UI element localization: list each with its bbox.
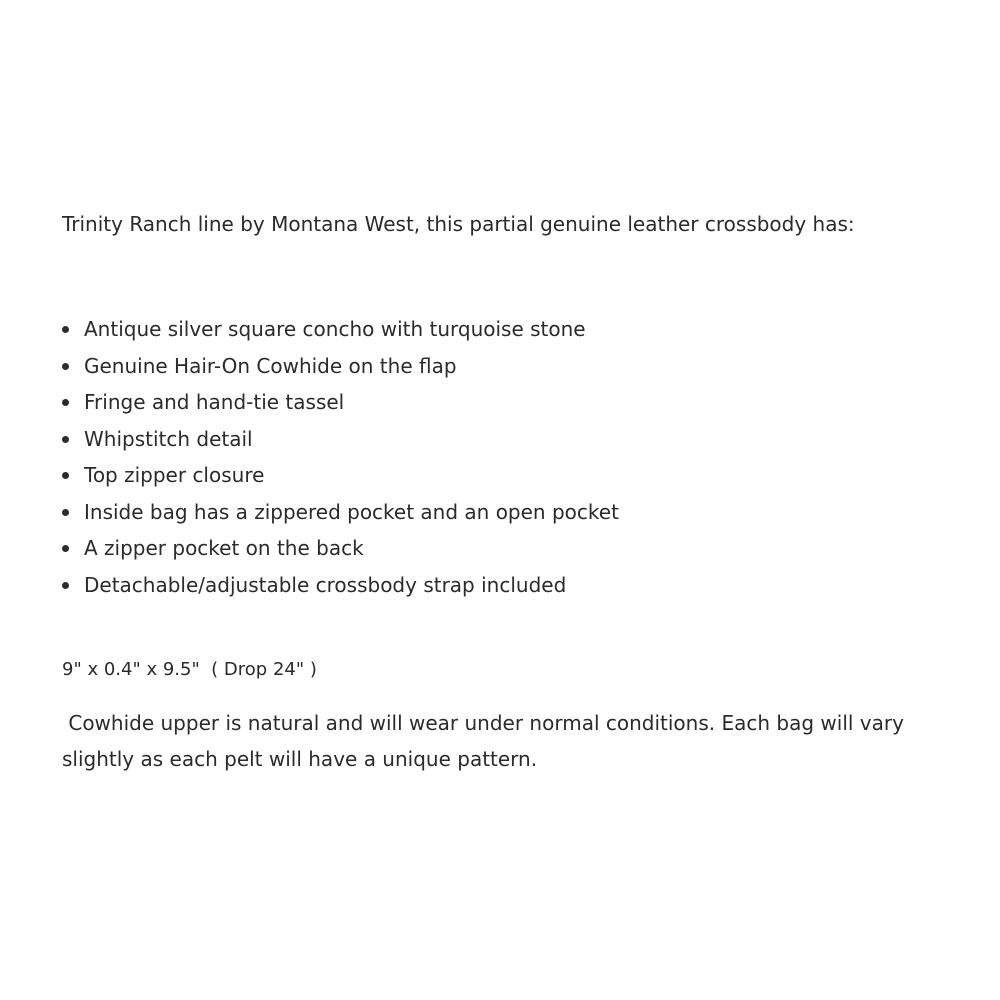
list-item <box>62 567 962 604</box>
list-item <box>62 457 962 494</box>
feature-text: A zipper pocket on the back <box>84 536 364 560</box>
bullet-icon <box>62 545 69 552</box>
feature-text: Inside bag has a zippered pocket and an open pocket <box>84 499 619 524</box>
bullet-icon <box>62 582 69 589</box>
intro-text: Trinity Ranch line by Montana West, this partial genuine leather crossbody has: <box>62 212 855 236</box>
bullet-icon <box>62 509 69 516</box>
bullet-icon <box>62 399 69 406</box>
list-item <box>62 494 962 531</box>
feature-text: Top zipper closure <box>84 463 265 487</box>
feature-list <box>62 311 962 603</box>
feature-text: Fringe and hand-tie tassel <box>84 390 345 414</box>
bullet-icon <box>62 472 69 479</box>
list-item <box>62 348 962 385</box>
bullet-icon <box>62 326 69 333</box>
dimensions-text: 9" x 0.4" x 9.5" ( Drop 24" ) <box>62 659 317 680</box>
bullet-icon <box>62 436 69 443</box>
care-note: Cowhide upper is natural and will wear under normal conditions. Each bag will vary slightly as each pelt will have a unique pattern. <box>62 711 911 771</box>
list-item <box>62 384 962 421</box>
list-item <box>62 421 962 458</box>
bullet-icon <box>62 363 69 370</box>
list-item <box>62 311 962 348</box>
feature-text: Antique silver square concho with turquoise stone <box>84 317 586 341</box>
feature-text: Whipstitch detail <box>84 426 253 451</box>
feature-text: Detachable/adjustable crossbody strap included <box>84 572 567 597</box>
list-item <box>62 530 962 567</box>
feature-text: Genuine Hair-On Cowhide on the flap <box>84 353 457 378</box>
